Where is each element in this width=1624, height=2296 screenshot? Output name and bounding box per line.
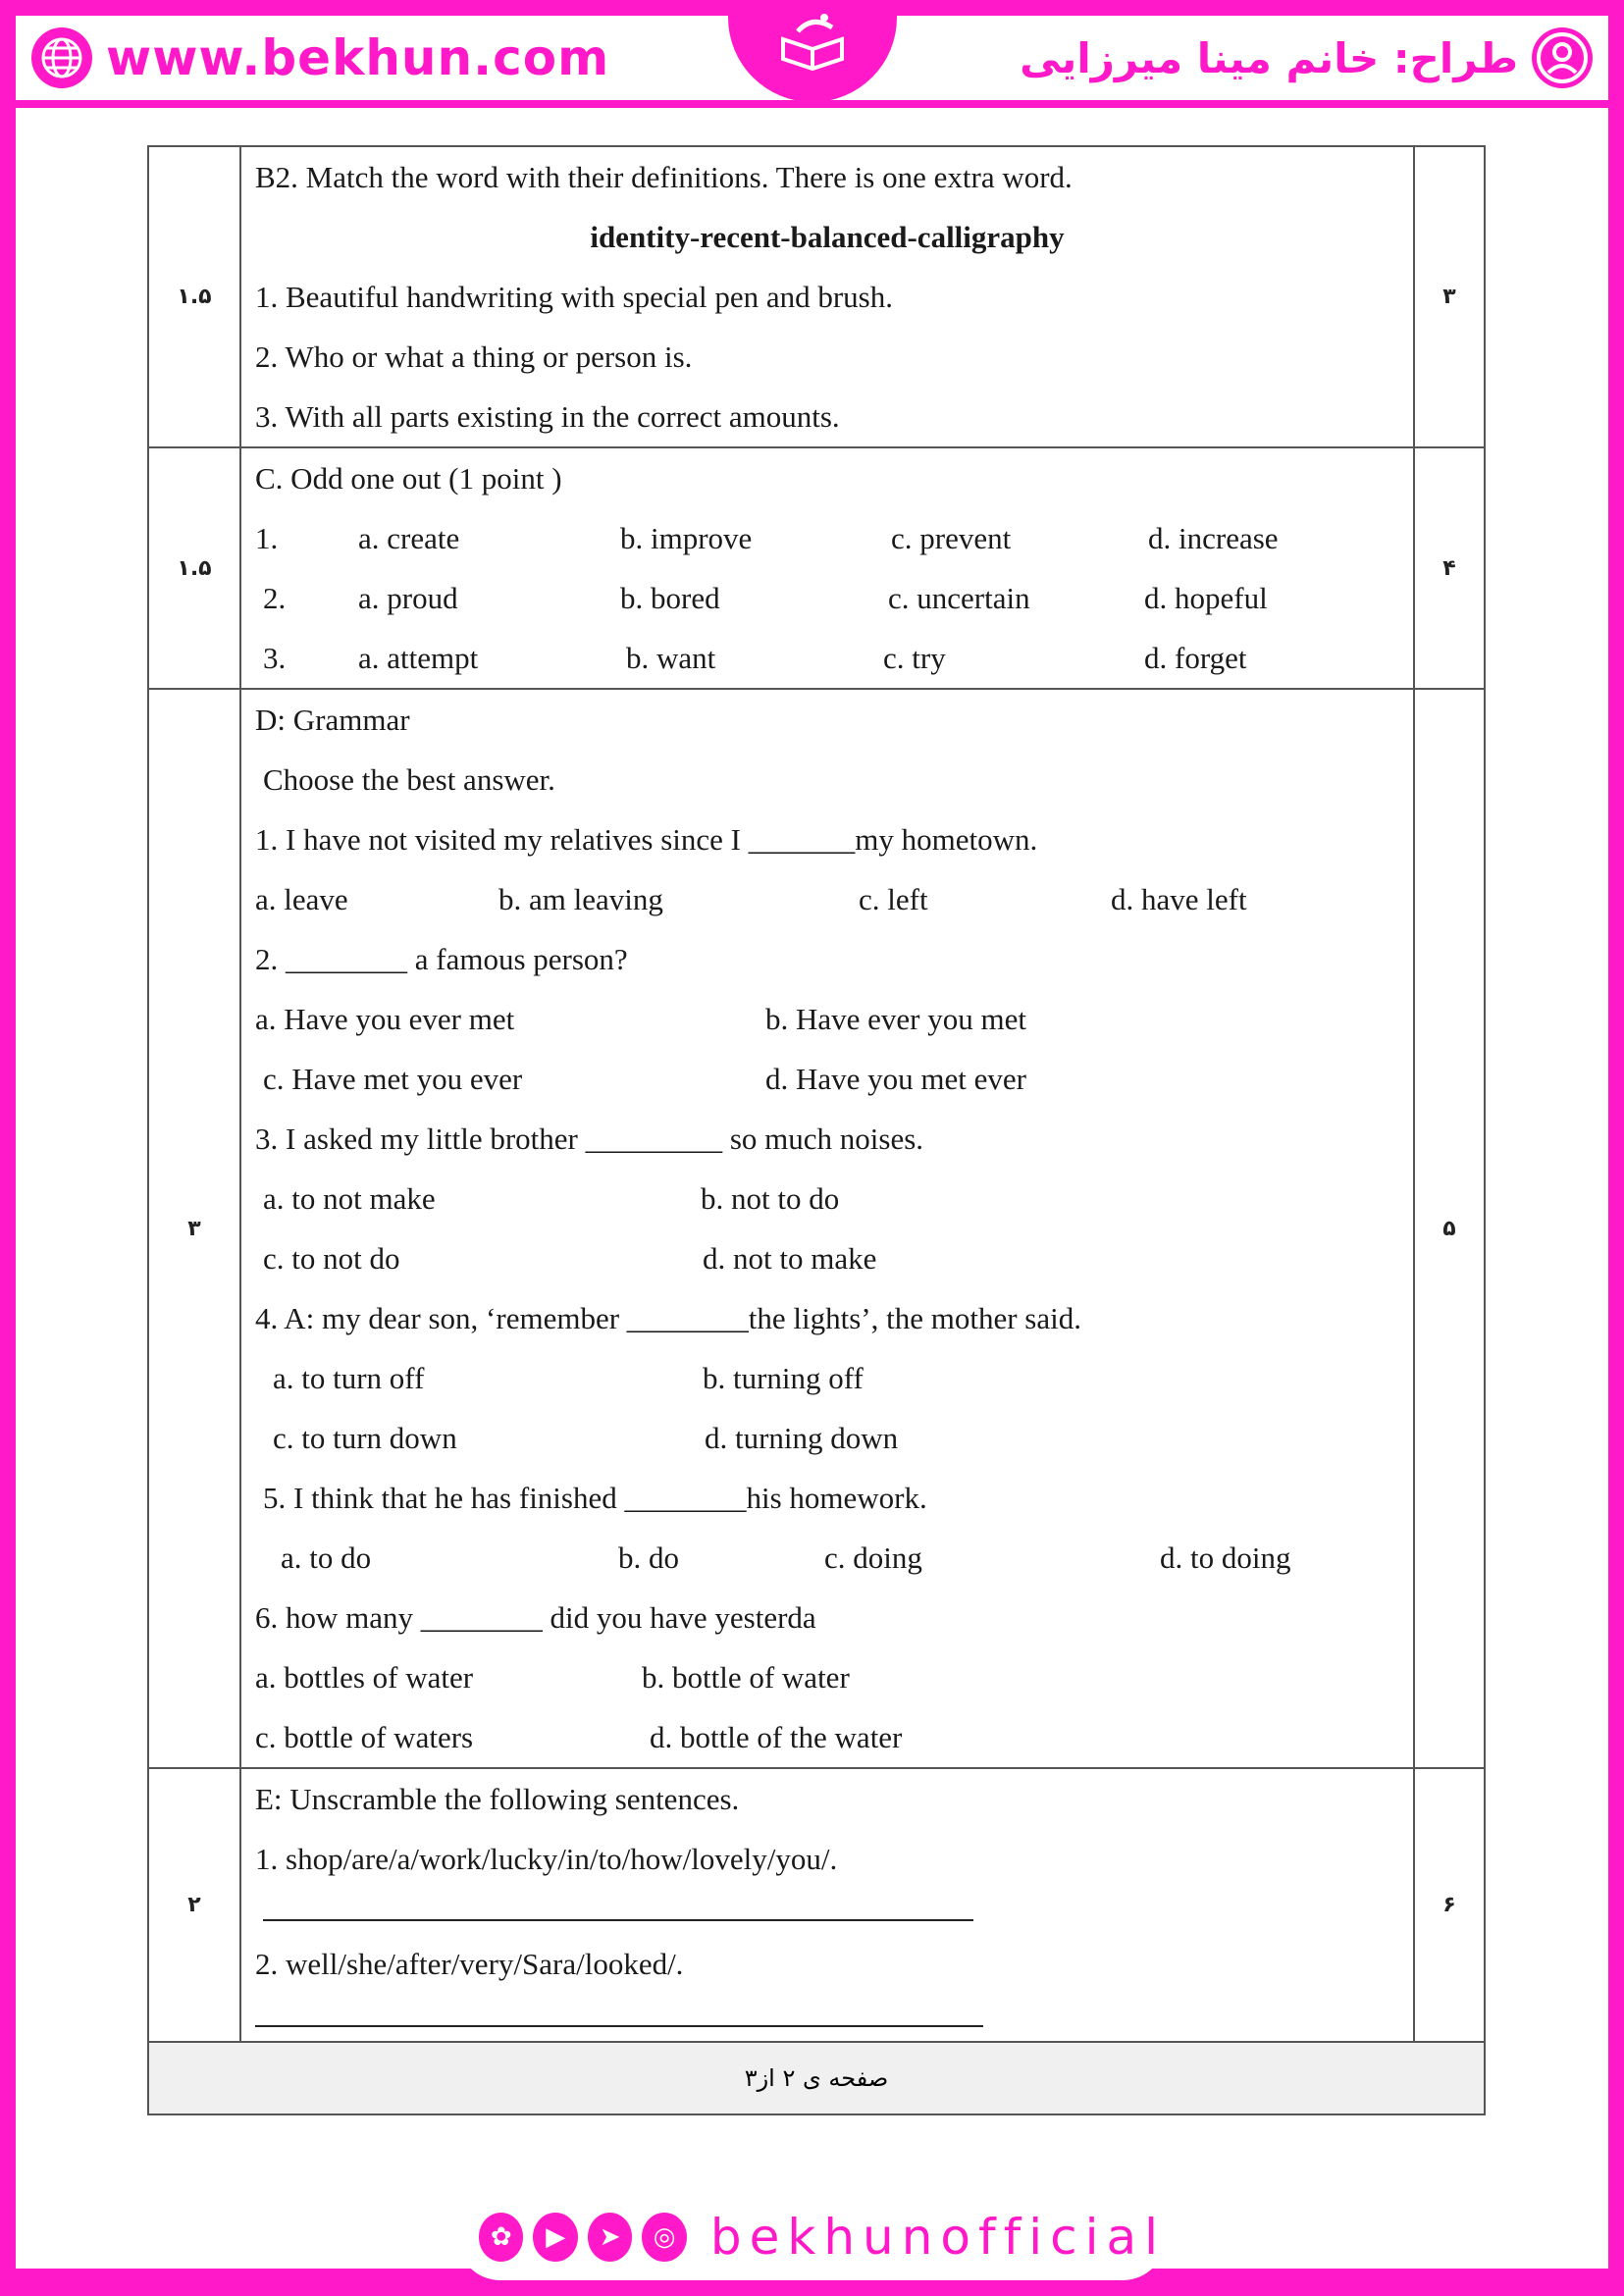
telegram-icon[interactable]: ➤: [588, 2213, 632, 2262]
designer-info: [1020, 26, 1593, 90]
aparat-icon[interactable]: ✿: [479, 2213, 523, 2262]
social-bar: [457, 2194, 1166, 2280]
option-row: [255, 1169, 1399, 1228]
option-b: b. turning off: [703, 1361, 864, 1395]
option-a: a. leave: [255, 882, 348, 916]
option-d: d. bottle of the water: [650, 1720, 903, 1754]
score-cell: ۳: [148, 689, 240, 1768]
section-d: [148, 689, 1485, 1768]
option-b: b. want: [626, 641, 716, 675]
site-link[interactable]: [31, 26, 609, 90]
option-c: c. to not do: [263, 1241, 400, 1276]
page-number: صفحه ی ۲ از۳: [148, 2042, 1485, 2114]
grammar-question: 5. I think that he has finished ________his homework.: [263, 1481, 927, 1515]
option-row: [255, 989, 1399, 1049]
instagram-icon[interactable]: ◎: [642, 2213, 686, 2262]
score-cell: ۲: [148, 1768, 240, 2042]
row-number: 1.: [255, 521, 279, 555]
option-row: [255, 1049, 1399, 1109]
score-cell: ۱.۵: [148, 146, 240, 447]
question-number: ۳: [1414, 146, 1485, 447]
option-c: c. try: [883, 641, 946, 675]
site-url: www.bekhun.com: [106, 29, 610, 86]
option-a: a. bottles of water: [255, 1660, 474, 1695]
option-b: b. do: [618, 1540, 679, 1575]
section-b2: [148, 146, 1485, 447]
option-b: b. bottle of water: [642, 1660, 850, 1695]
social-handle: bekhunofficial: [709, 2209, 1166, 2266]
question-content: [240, 447, 1414, 689]
option-a: a. proud: [358, 581, 458, 615]
question-content: [240, 1768, 1414, 2042]
grammar-question: 1. I have not visited my relatives since I _______my hometown.: [255, 822, 1038, 857]
logo-book-icon: [773, 10, 852, 88]
option-c: c. doing: [824, 1540, 922, 1575]
option-row: [255, 1348, 1399, 1408]
option-row: [255, 1647, 1399, 1707]
option-a: a. to do: [281, 1540, 372, 1575]
odd-one-row: [255, 568, 1399, 628]
globe-icon: [31, 27, 92, 88]
answer-line[interactable]: [255, 1994, 1399, 2041]
score-cell: ۱.۵: [148, 447, 240, 689]
youtube-icon[interactable]: ▶: [533, 2213, 577, 2262]
option-row: [255, 1408, 1399, 1468]
option-a: a. create: [358, 521, 460, 555]
option-row: [255, 1228, 1399, 1288]
option-d: d. hopeful: [1144, 581, 1268, 615]
section-c: [148, 447, 1485, 689]
grammar-question: 3. I asked my little brother _________ so much noises.: [255, 1122, 924, 1156]
option-d: d. have left: [1111, 882, 1247, 916]
scrambled-sentence: 2. well/she/after/very/Sara/looked/.: [255, 1947, 684, 1981]
option-c: c. bottle of waters: [255, 1720, 474, 1754]
option-d: d. increase: [1148, 521, 1279, 555]
question-number: ۴: [1414, 447, 1485, 689]
option-a: a. to turn off: [273, 1361, 425, 1395]
option-c: c. Have met you ever: [263, 1062, 523, 1096]
option-b: b. Have ever you met: [765, 1002, 1026, 1036]
word-bank: identity-recent-balanced-calligraphy: [590, 220, 1065, 254]
option-b: b. not to do: [701, 1181, 840, 1216]
question-title: E: Unscramble the following sentences.: [255, 1782, 740, 1816]
option-row: [255, 869, 1399, 929]
option-b: b. am leaving: [498, 882, 663, 916]
question-title: C. Odd one out (1 point ): [255, 461, 562, 496]
option-d: d. not to make: [703, 1241, 877, 1276]
question-content: [240, 146, 1414, 447]
option-row: [255, 1528, 1399, 1588]
option-a: a. Have you ever met: [255, 1002, 515, 1036]
user-icon: [1532, 27, 1593, 88]
option-c: c. uncertain: [888, 581, 1030, 615]
option-b: b. bored: [620, 581, 720, 615]
option-c: c. prevent: [891, 521, 1012, 555]
definition-item: 2. Who or what a thing or person is.: [255, 339, 693, 374]
scrambled-sentence: 1. shop/are/a/work/lucky/in/to/how/lovely/you/.: [255, 1842, 838, 1876]
question-number: ۵: [1414, 689, 1485, 1768]
designer-name: طراح: خانم مینا میرزایی: [1020, 33, 1518, 82]
option-d: d. turning down: [705, 1421, 899, 1455]
exam-table: [147, 145, 1486, 2115]
section-e: [148, 1768, 1485, 2042]
question-title: B2. Match the word with their definitions. There is one extra word.: [255, 160, 1073, 194]
odd-one-row: [255, 508, 1399, 568]
instruction: Choose the best answer.: [263, 762, 555, 797]
option-d: d. Have you met ever: [765, 1062, 1026, 1096]
question-number: ۶: [1414, 1768, 1485, 2042]
row-number: 2.: [263, 581, 287, 615]
option-d: d. to doing: [1160, 1540, 1291, 1575]
table-footer: [148, 2042, 1485, 2114]
definition-item: 3. With all parts existing in the correct amounts.: [255, 399, 840, 434]
grammar-question: 2. ________ a famous person?: [255, 942, 628, 976]
option-a: a. attempt: [358, 641, 479, 675]
option-b: b. improve: [620, 521, 753, 555]
option-d: d. forget: [1144, 641, 1247, 675]
grammar-question: 6. how many ________ did you have yesterda: [255, 1600, 816, 1635]
option-c: c. left: [859, 882, 928, 916]
option-a: a. to not make: [263, 1181, 436, 1216]
option-c: c. to turn down: [273, 1421, 457, 1455]
row-number: 3.: [263, 641, 287, 675]
odd-one-row: [255, 628, 1399, 688]
question-title: D: Grammar: [255, 703, 410, 737]
question-content: [240, 689, 1414, 1768]
definition-item: 1. Beautiful handwriting with special pen and brush.: [255, 280, 894, 314]
grammar-question: 4. A: my dear son, ‘remember ________the lights’, the mother said.: [255, 1301, 1081, 1335]
answer-line[interactable]: [255, 1889, 1399, 1934]
option-row: [255, 1707, 1399, 1767]
